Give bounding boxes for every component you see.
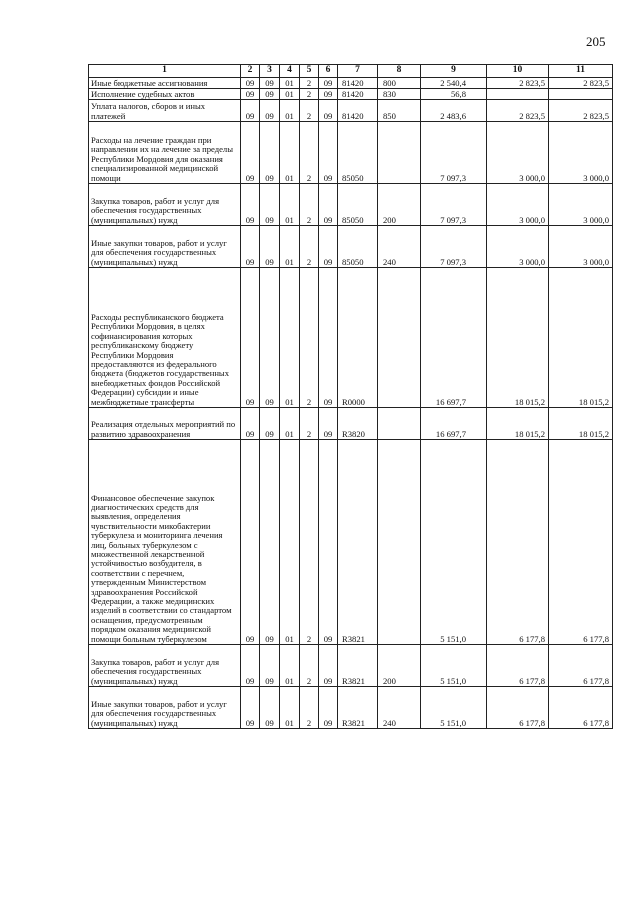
table-row — [89, 440, 613, 645]
cell-c2: 09 — [241, 184, 260, 226]
cell-c9: 7 097,3 — [421, 184, 487, 226]
cell-c10: 2 823,5 — [487, 100, 549, 122]
column-header: 3 — [260, 65, 280, 78]
cell-c3: 09 — [260, 408, 280, 440]
table-row — [89, 89, 613, 100]
row-name: Расходы на лечение граждан при направлении их на лечение за пределы Республики Мордовия для оказания специализированной медицинской помощи — [89, 122, 241, 184]
cell-c2: 09 — [241, 226, 260, 268]
table-row — [89, 226, 613, 268]
cell-c9: 5 151,0 — [421, 440, 487, 645]
column-header: 1 — [89, 65, 241, 78]
cell-c8 — [378, 268, 421, 408]
cell-c9: 16 697,7 — [421, 268, 487, 408]
cell-c9: 56,8 — [421, 89, 487, 100]
row-name: Расходы республиканского бюджета Республики Мордовия, в целях софинансирования которых республиканскому бюджету Республики Мордовия предоставляются из федерального бюджета (бюджетов государственных внебюджетных фондов Российской Федерации) субсидии и иные межбюджетные трансферты — [89, 268, 241, 408]
cell-c4: 01 — [280, 440, 300, 645]
cell-c5: 2 — [300, 440, 319, 645]
cell-c2: 09 — [241, 408, 260, 440]
cell-c6: 09 — [319, 687, 338, 729]
cell-c11: 18 015,2 — [549, 408, 613, 440]
cell-c10: 3 000,0 — [487, 226, 549, 268]
cell-c5: 2 — [300, 184, 319, 226]
cell-c2: 09 — [241, 78, 260, 89]
cell-c6: 09 — [319, 78, 338, 89]
cell-c11: 3 000,0 — [549, 226, 613, 268]
cell-c8 — [378, 122, 421, 184]
cell-c9: 7 097,3 — [421, 226, 487, 268]
cell-c7: 85050 — [338, 184, 378, 226]
column-header: 9 — [421, 65, 487, 78]
cell-c6: 09 — [319, 122, 338, 184]
cell-c3: 09 — [260, 687, 280, 729]
cell-c10: 6 177,8 — [487, 687, 549, 729]
cell-c7: 85050 — [338, 226, 378, 268]
cell-c7: 81420 — [338, 100, 378, 122]
cell-c2: 09 — [241, 100, 260, 122]
cell-c5: 2 — [300, 226, 319, 268]
column-header: 7 — [338, 65, 378, 78]
table-row — [89, 184, 613, 226]
column-header: 5 — [300, 65, 319, 78]
cell-c8: 800 — [378, 78, 421, 89]
table-header-row — [89, 65, 613, 78]
row-name: Уплата налогов, сборов и иных платежей — [89, 100, 241, 122]
cell-c2: 09 — [241, 89, 260, 100]
table-row — [89, 122, 613, 184]
cell-c3: 09 — [260, 440, 280, 645]
page-number: 205 — [586, 34, 606, 49]
cell-c6: 09 — [319, 268, 338, 408]
cell-c6: 09 — [319, 226, 338, 268]
row-name: Иные закупки товаров, работ и услуг для обеспечения государственных (муниципальных) нужд — [89, 687, 241, 729]
row-name: Иные бюджетные ассигнования — [89, 78, 241, 89]
cell-c8: 850 — [378, 100, 421, 122]
cell-c7: R3821 — [338, 440, 378, 645]
cell-c11: 2 823,5 — [549, 100, 613, 122]
row-name: Иные закупки товаров, работ и услуг для обеспечения государственных (муниципальных) нужд — [89, 226, 241, 268]
cell-c7: 81420 — [338, 89, 378, 100]
table-row — [89, 645, 613, 687]
cell-c3: 09 — [260, 184, 280, 226]
cell-c10: 18 015,2 — [487, 408, 549, 440]
cell-c11: 6 177,8 — [549, 440, 613, 645]
column-header: 2 — [241, 65, 260, 78]
cell-c4: 01 — [280, 89, 300, 100]
cell-c6: 09 — [319, 184, 338, 226]
cell-c8: 240 — [378, 226, 421, 268]
row-name: Закупка товаров, работ и услуг для обеспечения государственных (муниципальных) нужд — [89, 645, 241, 687]
cell-c4: 01 — [280, 645, 300, 687]
cell-c7: R3821 — [338, 645, 378, 687]
cell-c7: R0000 — [338, 268, 378, 408]
cell-c2: 09 — [241, 122, 260, 184]
column-header: 8 — [378, 65, 421, 78]
column-header: 10 — [487, 65, 549, 78]
cell-c5: 2 — [300, 408, 319, 440]
budget-table — [88, 64, 613, 729]
cell-c8 — [378, 440, 421, 645]
column-header: 11 — [549, 65, 613, 78]
cell-c8: 200 — [378, 184, 421, 226]
row-name: Закупка товаров, работ и услуг для обеспечения государственных (муниципальных) нужд — [89, 184, 241, 226]
cell-c6: 09 — [319, 645, 338, 687]
cell-c7: R3820 — [338, 408, 378, 440]
cell-c4: 01 — [280, 226, 300, 268]
cell-c5: 2 — [300, 78, 319, 89]
cell-c9: 2 540,4 — [421, 78, 487, 89]
cell-c5: 2 — [300, 122, 319, 184]
cell-c9: 7 097,3 — [421, 122, 487, 184]
cell-c10: 3 000,0 — [487, 122, 549, 184]
cell-c7: 81420 — [338, 78, 378, 89]
cell-c9: 16 697,7 — [421, 408, 487, 440]
cell-c4: 01 — [280, 184, 300, 226]
cell-c5: 2 — [300, 89, 319, 100]
cell-c5: 2 — [300, 687, 319, 729]
cell-c8: 200 — [378, 645, 421, 687]
cell-c2: 09 — [241, 645, 260, 687]
cell-c3: 09 — [260, 268, 280, 408]
cell-c3: 09 — [260, 78, 280, 89]
cell-c3: 09 — [260, 226, 280, 268]
cell-c4: 01 — [280, 122, 300, 184]
cell-c8: 830 — [378, 89, 421, 100]
cell-c11 — [549, 89, 613, 100]
cell-c11: 6 177,8 — [549, 687, 613, 729]
cell-c10 — [487, 89, 549, 100]
cell-c11: 18 015,2 — [549, 268, 613, 408]
cell-c4: 01 — [280, 408, 300, 440]
cell-c5: 2 — [300, 268, 319, 408]
cell-c6: 09 — [319, 100, 338, 122]
cell-c3: 09 — [260, 645, 280, 687]
column-header: 6 — [319, 65, 338, 78]
cell-c10: 6 177,8 — [487, 645, 549, 687]
cell-c10: 6 177,8 — [487, 440, 549, 645]
table-row — [89, 408, 613, 440]
row-name: Реализация отдельных мероприятий по развитию здравоохранения — [89, 408, 241, 440]
cell-c4: 01 — [280, 100, 300, 122]
cell-c4: 01 — [280, 78, 300, 89]
table-row — [89, 78, 613, 89]
cell-c10: 18 015,2 — [487, 268, 549, 408]
cell-c11: 3 000,0 — [549, 122, 613, 184]
cell-c4: 01 — [280, 687, 300, 729]
cell-c3: 09 — [260, 122, 280, 184]
table-row — [89, 268, 613, 408]
cell-c6: 09 — [319, 440, 338, 645]
table-row — [89, 687, 613, 729]
cell-c7: 85050 — [338, 122, 378, 184]
table-row — [89, 100, 613, 122]
cell-c11: 2 823,5 — [549, 78, 613, 89]
cell-c6: 09 — [319, 89, 338, 100]
cell-c6: 09 — [319, 408, 338, 440]
cell-c8 — [378, 408, 421, 440]
cell-c9: 5 151,0 — [421, 645, 487, 687]
cell-c9: 2 483,6 — [421, 100, 487, 122]
table-body — [89, 78, 613, 729]
cell-c11: 3 000,0 — [549, 184, 613, 226]
cell-c11: 6 177,8 — [549, 645, 613, 687]
cell-c5: 2 — [300, 100, 319, 122]
row-name: Исполнение судебных актов — [89, 89, 241, 100]
cell-c7: R3821 — [338, 687, 378, 729]
column-header: 4 — [280, 65, 300, 78]
cell-c9: 5 151,0 — [421, 687, 487, 729]
cell-c8: 240 — [378, 687, 421, 729]
cell-c5: 2 — [300, 645, 319, 687]
cell-c10: 3 000,0 — [487, 184, 549, 226]
cell-c4: 01 — [280, 268, 300, 408]
cell-c10: 2 823,5 — [487, 78, 549, 89]
cell-c2: 09 — [241, 268, 260, 408]
cell-c2: 09 — [241, 440, 260, 645]
cell-c3: 09 — [260, 100, 280, 122]
row-name: Финансовое обеспечение закупок диагностических средств для выявления, определения чувствительности микобактерии туберкулеза и мониторинга лечения лиц, больных туберкулезом с множественной лекарственной устойчивостью возбудителя, в соответствии с перечнем, утвержденным Министерством здравоохранения Российской Федерации, а также медицинских изделий в соответствии со стандартом оснащения, предусмотренным порядком оказания медицинской помощи больным туберкулезом — [89, 440, 241, 645]
cell-c2: 09 — [241, 687, 260, 729]
cell-c3: 09 — [260, 89, 280, 100]
